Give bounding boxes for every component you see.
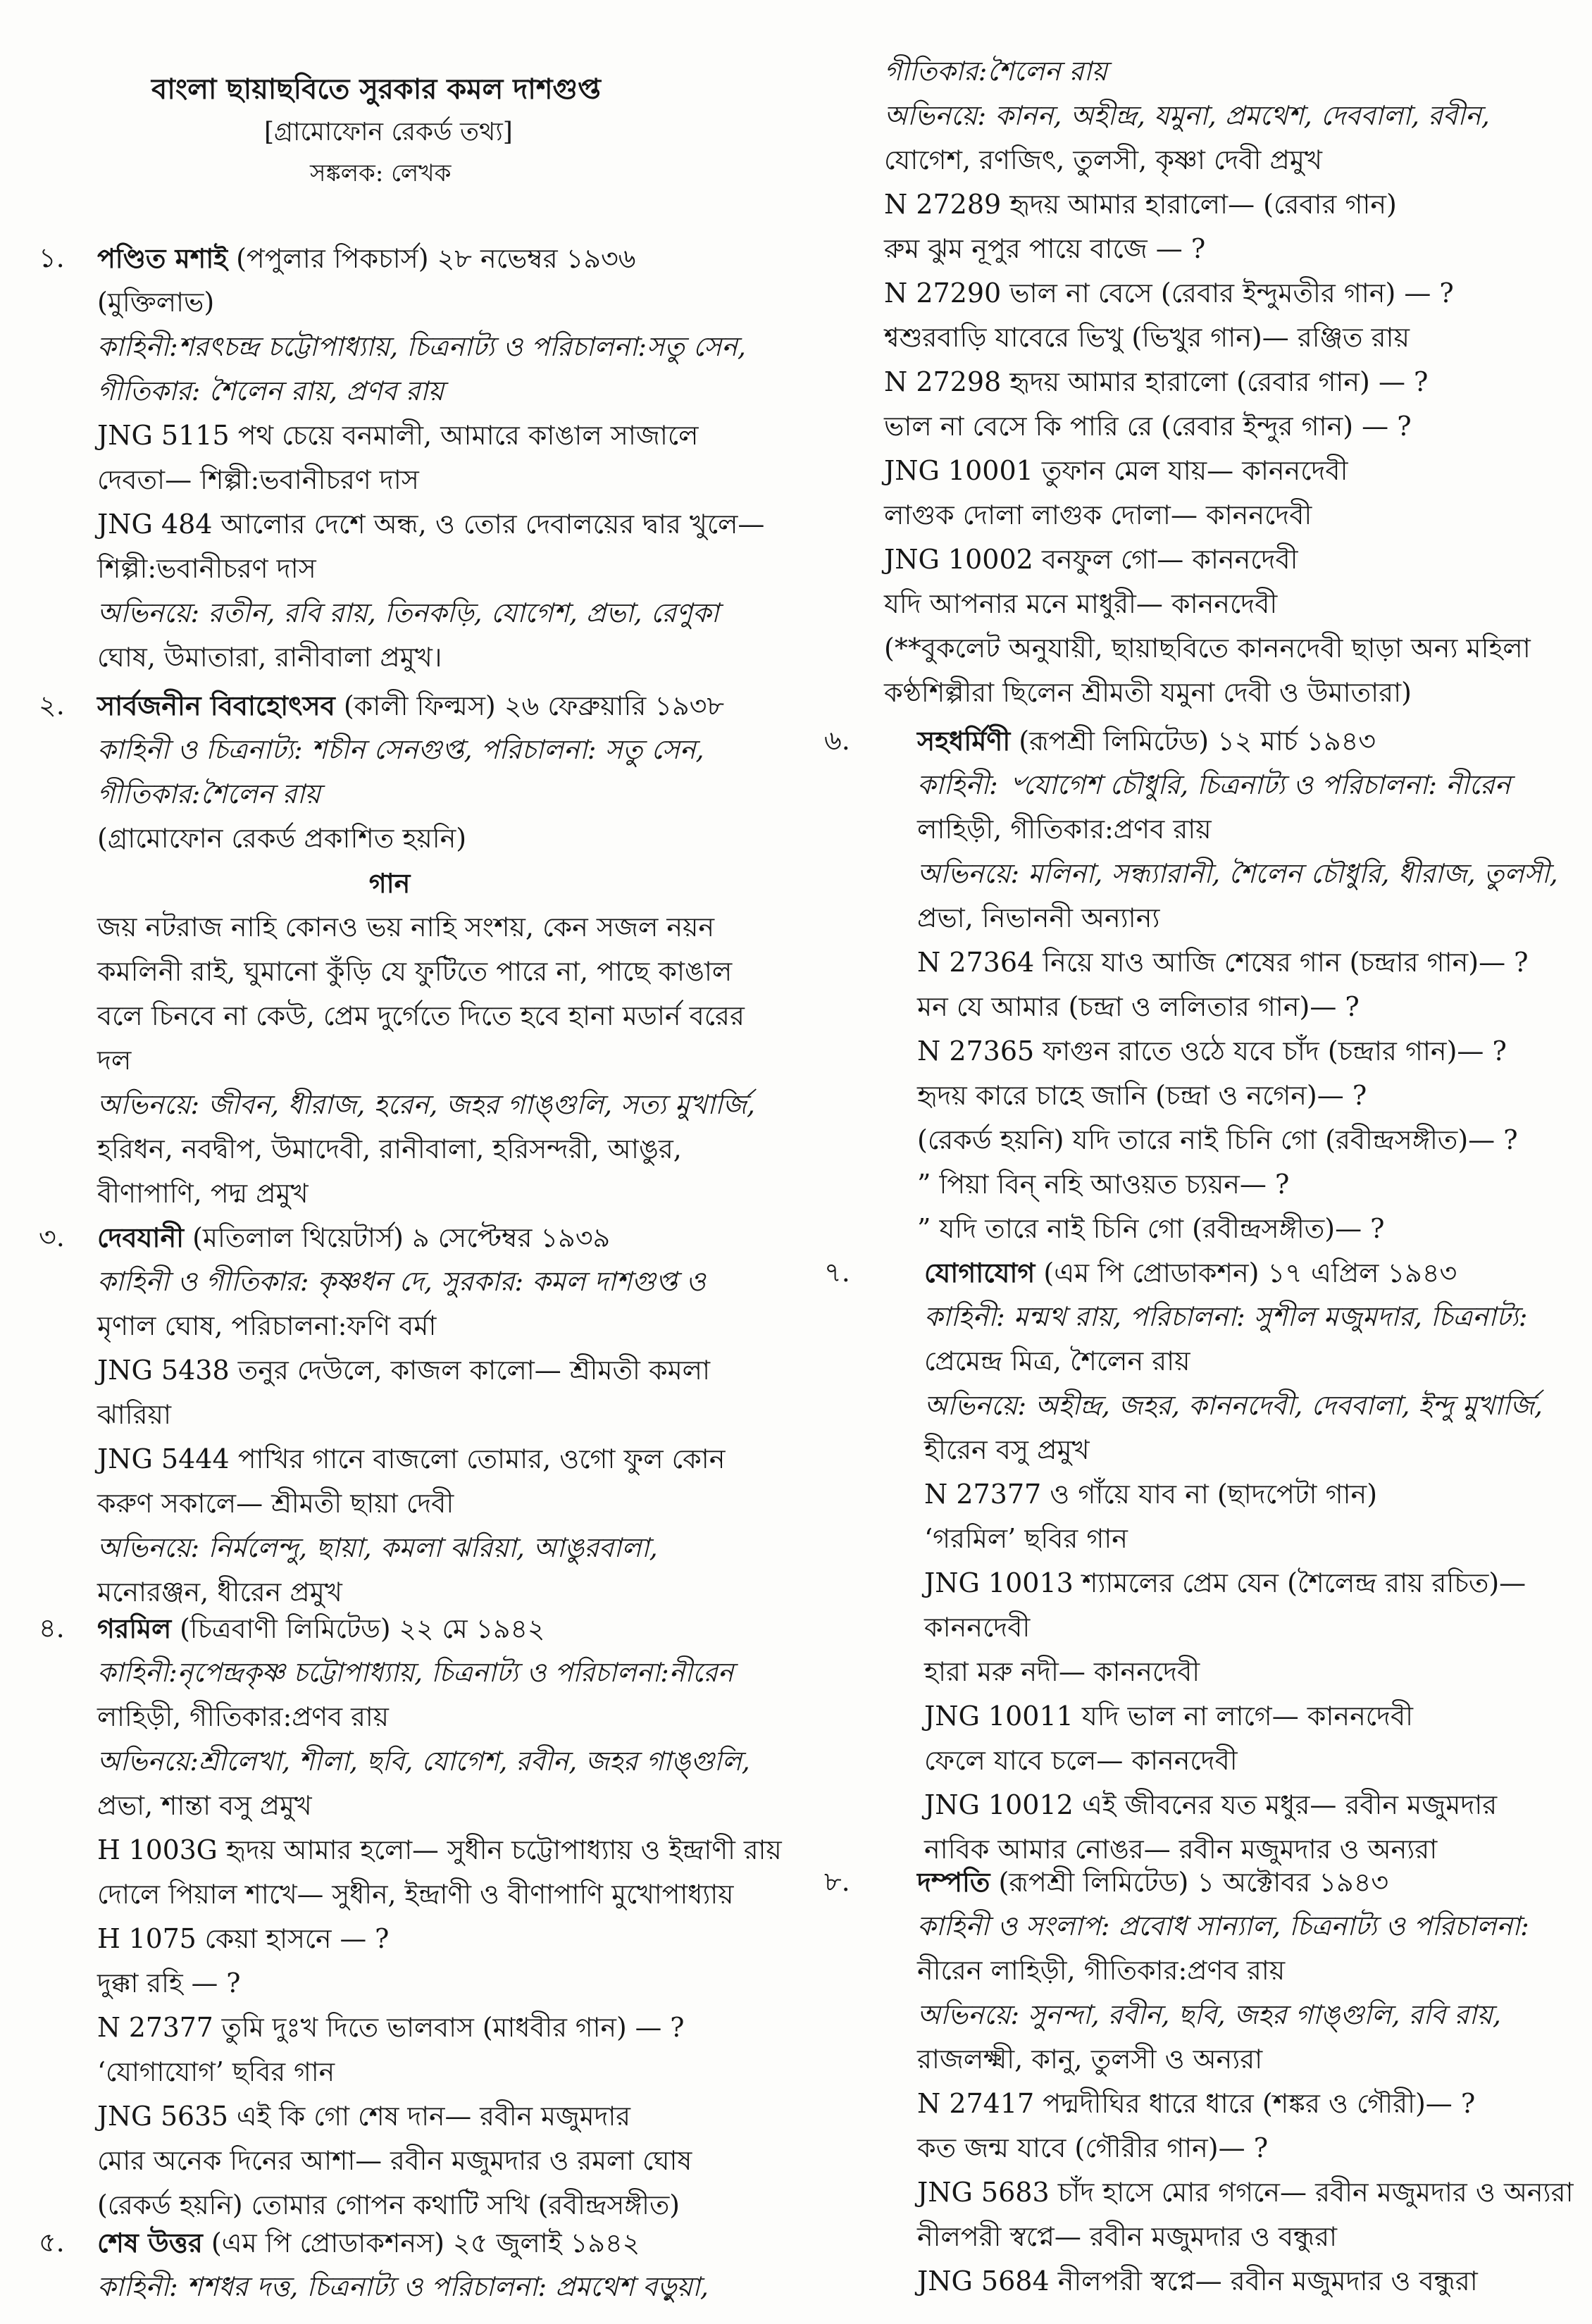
text-line: JNG 10001 তুফান মেল যায়— কাননদেবী bbox=[884, 455, 1348, 486]
credits-line: অভিনয়ে: সুনন্দা, রবীন, ছবি, জহর গাঙ্গুলি, রবি রায়, bbox=[917, 1999, 1501, 2030]
text-line: কাননদেবী bbox=[924, 1612, 1031, 1643]
text-line: বীণাপাণি, পদ্ম প্রমুখ bbox=[97, 1178, 309, 1209]
text-line: মন যে আমার (চন্দ্রা ও ললিতার গান)— ? bbox=[917, 991, 1360, 1022]
text-line: JNG 10011 যদি ভাল না লাগে— কাননদেবী bbox=[924, 1701, 1414, 1732]
text-line: ‘যোগাযোগ’ ছবির গান bbox=[97, 2056, 335, 2087]
text-line: মোর অনেক দিনের আশা— রবীন মজুমদার ও রমলা ঘোষ bbox=[97, 2145, 692, 2176]
credits-line: অভিনয়ে: রতীন, রবি রায়, তিনকড়ি, যোগেশ, প্রভা, রেণুকা bbox=[97, 597, 719, 628]
text-line: JNG 10012 এই জীবনের যত মধুর— রবীন মজুমদার bbox=[924, 1789, 1498, 1820]
entry-number: ৭. bbox=[824, 1257, 850, 1288]
text-line: N 27377 তুমি দুঃখ দিতে ভালবাস (মাধবীর গান) — ? bbox=[97, 2012, 685, 2043]
credits-line: অভিনয়ে:শ্রীলেখা, শীলা, ছবি, যোগেশ, রবীন, জহর গাঙ্গুলি, bbox=[97, 1746, 750, 1777]
credits-line: কাহিনী:শরৎচন্দ্র চট্টোপাধ্যায়, চিত্রনাট্য ও পরিচালনা:সতু সেন, bbox=[97, 331, 747, 362]
text-line: প্রেমেন্দ্র মিত্র, শৈলেন রায় bbox=[924, 1346, 1190, 1377]
text-line: নাবিক আমার নোঙর— রবীন মজুমদার ও অন্যরা bbox=[924, 1834, 1438, 1865]
text-line: শ্বশুরবাড়ি যাবেরে ভিখু (ভিখুর গান)— রঞ্জিত রায় bbox=[884, 322, 1410, 353]
text-line: N 27298 হৃদয় আমার হারালো (রেবার গান) — ? bbox=[884, 366, 1429, 397]
credits-line: কাহিনী ও গীতিকার: কৃষ্ণধন দে, সুরকার: কমল দাশগুপ্ত ও bbox=[97, 1266, 706, 1297]
text-line: যদি আপনার মনে মাধুরী— কাননদেবী bbox=[884, 588, 1278, 619]
text-line: H 1075 কেয়া হাসনে — ? bbox=[97, 1923, 390, 1954]
text-line: JNG 5684 নীলপরী স্বপ্নে— রবীন মজুমদার ও বন্ধুরা bbox=[917, 2266, 1478, 2297]
text-line: রুম ঝুম নূপুর পায়ে বাজে — ? bbox=[884, 233, 1206, 264]
film-title-line: যোগাযোগ (এম পি প্রোডাকশন) ১৭ এপ্রিল ১৯৪৩ bbox=[924, 1257, 1457, 1288]
text-line: দেবতা— শিল্পী:ভবানীচরণ দাস bbox=[97, 464, 419, 495]
text-line: দল bbox=[97, 1045, 132, 1076]
compiler-credit: সঙ্কলক: লেখক bbox=[310, 159, 452, 187]
credits-line: কাহিনী ও চিত্রনাট্য: শচীন সেনগুপ্ত, পরিচালনা: সতু সেন, bbox=[97, 734, 704, 765]
film-title-line: দেবযানী (মতিলাল থিয়েটার্স) ৯ সেপ্টেম্বর ১৯৩৯ bbox=[97, 1222, 611, 1253]
credits-line: অভিনয়ে: অহীন্দ্র, জহর, কাননদেবী, দেববালা, ইন্দু মুখার্জি, bbox=[924, 1390, 1543, 1421]
text-line: লাগুক দোলা লাগুক দোলা— কাননদেবী bbox=[884, 499, 1312, 530]
credits-line: অভিনয়ে: নির্মলেন্দু, ছায়া, কমলা ঝরিয়া, আঙুরবালা, bbox=[97, 1532, 658, 1563]
text-line: করুণ সকালে— শ্রীমতী ছায়া দেবী bbox=[97, 1488, 454, 1519]
text-line: কত জন্ম যাবে (গৌরীর গান)— ? bbox=[917, 2132, 1269, 2163]
text-line: (মুক্তিলাভ) bbox=[97, 287, 215, 318]
text-line: (**বুকলেট অনুযায়ী, ছায়াছবিতে কাননদেবী ছাড়া অন্য মহিলা bbox=[884, 633, 1531, 664]
text-line: লাহিড়ী, গীতিকার:প্রণব রায় bbox=[917, 814, 1212, 845]
film-title: দম্পতি bbox=[917, 1866, 990, 1898]
film-title: সার্বজনীন বিবাহোৎসব bbox=[97, 690, 335, 721]
text-line: প্রভা, নিভাননী অন্যান্য bbox=[917, 902, 1160, 933]
text-line: ‘গরমিল’ ছবির গান bbox=[924, 1523, 1128, 1554]
credits-line: কাহিনী: ৺যোগেশ চৌধুরি, চিত্রনাট্য ও পরিচালনা: নীরেন bbox=[917, 769, 1511, 800]
text-line: N 27289 হৃদয় আমার হারালো— (রেবার গান) bbox=[884, 189, 1397, 220]
credits-line: কাহিনী ও সংলাপ: প্রবোধ সান্যাল, চিত্রনাট্য ও পরিচালনা: bbox=[917, 1910, 1529, 1941]
credits-line: কাহিনী: মন্মথ রায়, পরিচালনা: সুশীল মজুমদার, চিত্রনাট্য: bbox=[924, 1301, 1528, 1332]
text-line: N 27377 ও গাঁয়ে যাব না (ছাদপেটা গান) bbox=[924, 1479, 1378, 1510]
text-line: JNG 5444 পাখির গানে বাজলো তোমার, ওগো ফুল কোন bbox=[97, 1443, 726, 1474]
text-line: হরিধন, নবদ্বীপ, উমাদেবী, রানীবালা, হরিসন্দরী, আঙুর, bbox=[97, 1133, 682, 1164]
text-line: শিল্পী:ভবানীচরণ দাস bbox=[97, 553, 316, 584]
text-line: রাজলক্ষ্মী, কানু, তুলসী ও অন্যরা bbox=[917, 2044, 1263, 2075]
film-title: শেষ উত্তর bbox=[97, 2227, 203, 2258]
text-line: বলে চিনবে না কেউ, প্রেম দুর্গেতে দিতে হবে হানা মডার্ন বরের bbox=[97, 1000, 745, 1031]
text-line: জয় নটরাজ নাহি কোনও ভয় নাহি সংশয়, কেন সজল নয়ন bbox=[97, 912, 715, 943]
text-line: মনোরঞ্জন, ধীরেন প্রমুখ bbox=[97, 1577, 342, 1608]
text-line: JNG 484 আলোর দেশে অন্ধ, ও তোর দেবালয়ের দ্বার খুলে— bbox=[97, 509, 765, 540]
text-line: হীরেন বসু প্রমুখ bbox=[924, 1434, 1090, 1465]
film-title: দেবযানী bbox=[97, 1222, 184, 1253]
text-line: N 27417 পদ্মদীঘির ধারে ধারে (শঙ্কর ও গৌরী)— ? bbox=[917, 2088, 1476, 2119]
text-line: কণ্ঠশিল্পীরা ছিলেন শ্রীমতী যমুনা দেবী ও উমাতারা) bbox=[884, 677, 1412, 708]
text-line: কমলিনী রাই, ঘুমানো কুঁড়ি যে ফুটিতে পারে না, পাছে কাঙাল bbox=[97, 956, 733, 987]
film-title: সহধর্মিণী bbox=[917, 725, 1011, 757]
text-line: JNG 5438 তনুর দেউলে, কাজল কালো— শ্রীমতী কমলা bbox=[97, 1355, 710, 1386]
text-line: দোলে পিয়াল শাখে— সুধীন, ইন্দ্রাণী ও বীণাপাণি মুখোপাধ্যায় bbox=[97, 1879, 734, 1910]
songs-heading: গান bbox=[368, 867, 411, 899]
text-line: নীরেন লাহিড়ী, গীতিকার:প্রণব রায় bbox=[917, 1955, 1286, 1986]
film-title: যোগাযোগ bbox=[924, 1257, 1036, 1288]
text-line: নীলপরী স্বপ্নে— রবীন মজুমদার ও বন্ধুরা bbox=[917, 2221, 1338, 2252]
text-line: যোগেশ, রণজিৎ, তুলসী, কৃষ্ণা দেবী প্রমুখ bbox=[884, 144, 1322, 175]
film-title-line: দম্পতি (রূপশ্রী লিমিটেড) ১ অক্টোবর ১৯৪৩ bbox=[917, 1866, 1389, 1898]
text-line: ঝারিয়া bbox=[97, 1399, 171, 1430]
text-line: (রেকর্ড হয়নি) যদি তারে নাই চিনি গো (রবীন্দ্রসঙ্গীত)— ? bbox=[917, 1124, 1518, 1155]
text-line: JNG 5683 চাঁদ হাসে মোর গগনে— রবীন মজুমদার ও অন্যরা bbox=[917, 2177, 1574, 2208]
credits-line: অভিনয়ে: জীবন, ধীরাজ, হরেন, জহর গাঙ্গুলি, সত্য মুখার্জি, bbox=[97, 1089, 755, 1120]
film-title-line: সহধর্মিণী (রূপশ্রী লিমিটেড) ১২ মার্চ ১৯৪৩ bbox=[917, 725, 1376, 757]
text-line: ফেলে যাবে চলে— কাননদেবী bbox=[924, 1745, 1238, 1776]
text-line: ভাল না বেসে কি পারি রে (রেবার ইন্দুর গান) — ? bbox=[884, 411, 1412, 442]
text-line: (গ্রামোফোন রেকর্ড প্রকাশিত হয়নি) bbox=[97, 823, 467, 854]
text-line: N 27365 ফাগুন রাতে ওঠে যবে চাঁদ (চন্দ্রার গান)— ? bbox=[917, 1036, 1507, 1067]
text-line: হারা মরু নদী— কাননদেবী bbox=[924, 1656, 1200, 1687]
film-title: পণ্ডিত মশাই bbox=[97, 242, 228, 274]
article-title: বাংলা ছায়াছবিতে সুরকার কমল দাশগুপ্ত bbox=[151, 73, 601, 106]
credits-line: কাহিনী:নৃপেন্দ্রকৃষ্ণ চট্টোপাধ্যায়, চিত্রনাট্য ও পরিচালনা:নীরেন bbox=[97, 1657, 734, 1688]
entry-number: ৫. bbox=[39, 2227, 65, 2258]
credits-line: অভিনয়ে: কানন, অহীন্দ্র, যমুনা, প্রমথেশ, দেববালা, রবীন, bbox=[884, 100, 1490, 131]
credits-line: কাহিনী: শশধর দত্ত, চিত্রনাট্য ও পরিচালনা: প্রমথেশ বড়ুয়া, bbox=[97, 2271, 709, 2302]
text-line: JNG 5115 পথ চেয়ে বনমালী, আমারে কাঙাল সাজালে bbox=[97, 420, 699, 451]
film-title-line: শেষ উত্তর (এম পি প্রোডাকশনস) ২৫ জুলাই ১৯৪২ bbox=[97, 2227, 640, 2258]
film-title-line: সার্বজনীন বিবাহোৎসব (কালী ফিল্মস) ২৬ ফেব্রুয়ারি ১৯৩৮ bbox=[97, 690, 725, 721]
text-line: হৃদয় কারে চাহে জানি (চন্দ্রা ও নগেন)— ? bbox=[917, 1080, 1367, 1111]
text-line: লাহিড়ী, গীতিকার:প্রণব রায় bbox=[97, 1701, 389, 1732]
film-title-line: গরমিল (চিত্রবাণী লিমিটেড) ২২ মে ১৯৪২ bbox=[97, 1612, 545, 1644]
credits-line: গীতিকার:শৈলেন রায় bbox=[884, 56, 1107, 87]
article-subtitle: [গ্রামোফোন রেকর্ড তথ্য] bbox=[264, 118, 513, 147]
film-title-line: পণ্ডিত মশাই (পপুলার পিকচার্স) ২৮ নভেম্বর ১৯৩৬ bbox=[97, 242, 636, 274]
entry-number: ৪. bbox=[39, 1612, 65, 1643]
text-line: N 27290 ভাল না বেসে (রেবার ইন্দুমতীর গান) — ? bbox=[884, 278, 1454, 309]
film-title: গরমিল bbox=[97, 1612, 172, 1644]
credits-line: অভিনয়ে: মলিনা, সন্ধ্যারানী, শৈলেন চৌধুরি, ধীরাজ, তুলসী, bbox=[917, 858, 1558, 889]
entry-number: ১. bbox=[39, 242, 65, 273]
text-line: ” পিয়া বিন্ নহি আওয়ত চ্যয়ন— ? bbox=[917, 1169, 1290, 1200]
text-line: মৃণাল ঘোষ, পরিচালনা:ফণি বর্মা bbox=[97, 1310, 437, 1341]
text-line: N 27364 নিয়ে যাও আজি শেষের গান (চন্দ্রার গান)— ? bbox=[917, 947, 1529, 978]
entry-number: ৬. bbox=[824, 725, 850, 756]
text-line: JNG 5635 এই কি গো শেষ দান— রবীন মজুমদার bbox=[97, 2101, 630, 2132]
text-line: JNG 10013 শ্যামলের প্রেম যেন (শৈলেন্দ্র রায় রচিত)— bbox=[924, 1567, 1526, 1598]
entry-number: ৮. bbox=[824, 1866, 850, 1897]
text-line: ঘোষ, উমাতারা, রানীবালা প্রমুখ। bbox=[97, 642, 442, 673]
text-line: দুক্কা রহি — ? bbox=[97, 1968, 241, 1999]
credits-line: গীতিকার:শৈলেন রায় bbox=[97, 778, 321, 809]
text-line: H 1003G হৃদয় আমার হলো— সুধীন চট্টোপাধ্যায় ও ইন্দ্রাণী রায় bbox=[97, 1834, 782, 1865]
text-line: ” যদি তারে নাই চিনি গো (রবীন্দ্রসঙ্গীত)— ? bbox=[917, 1213, 1385, 1244]
text-line: প্রভা, শান্তা বসু প্রমুখ bbox=[97, 1790, 312, 1821]
entry-number: ৩. bbox=[39, 1222, 65, 1253]
text-line: JNG 10002 বনফুল গো— কাননদেবী bbox=[884, 544, 1298, 575]
text-line: (রেকর্ড হয়নি) তোমার গোপন কথাটি সখি (রবীন্দ্রসঙ্গীত) bbox=[97, 2189, 680, 2220]
entry-number: ২. bbox=[39, 690, 65, 721]
credits-line: গীতিকার: শৈলেন রায়, প্রণব রায় bbox=[97, 375, 444, 406]
